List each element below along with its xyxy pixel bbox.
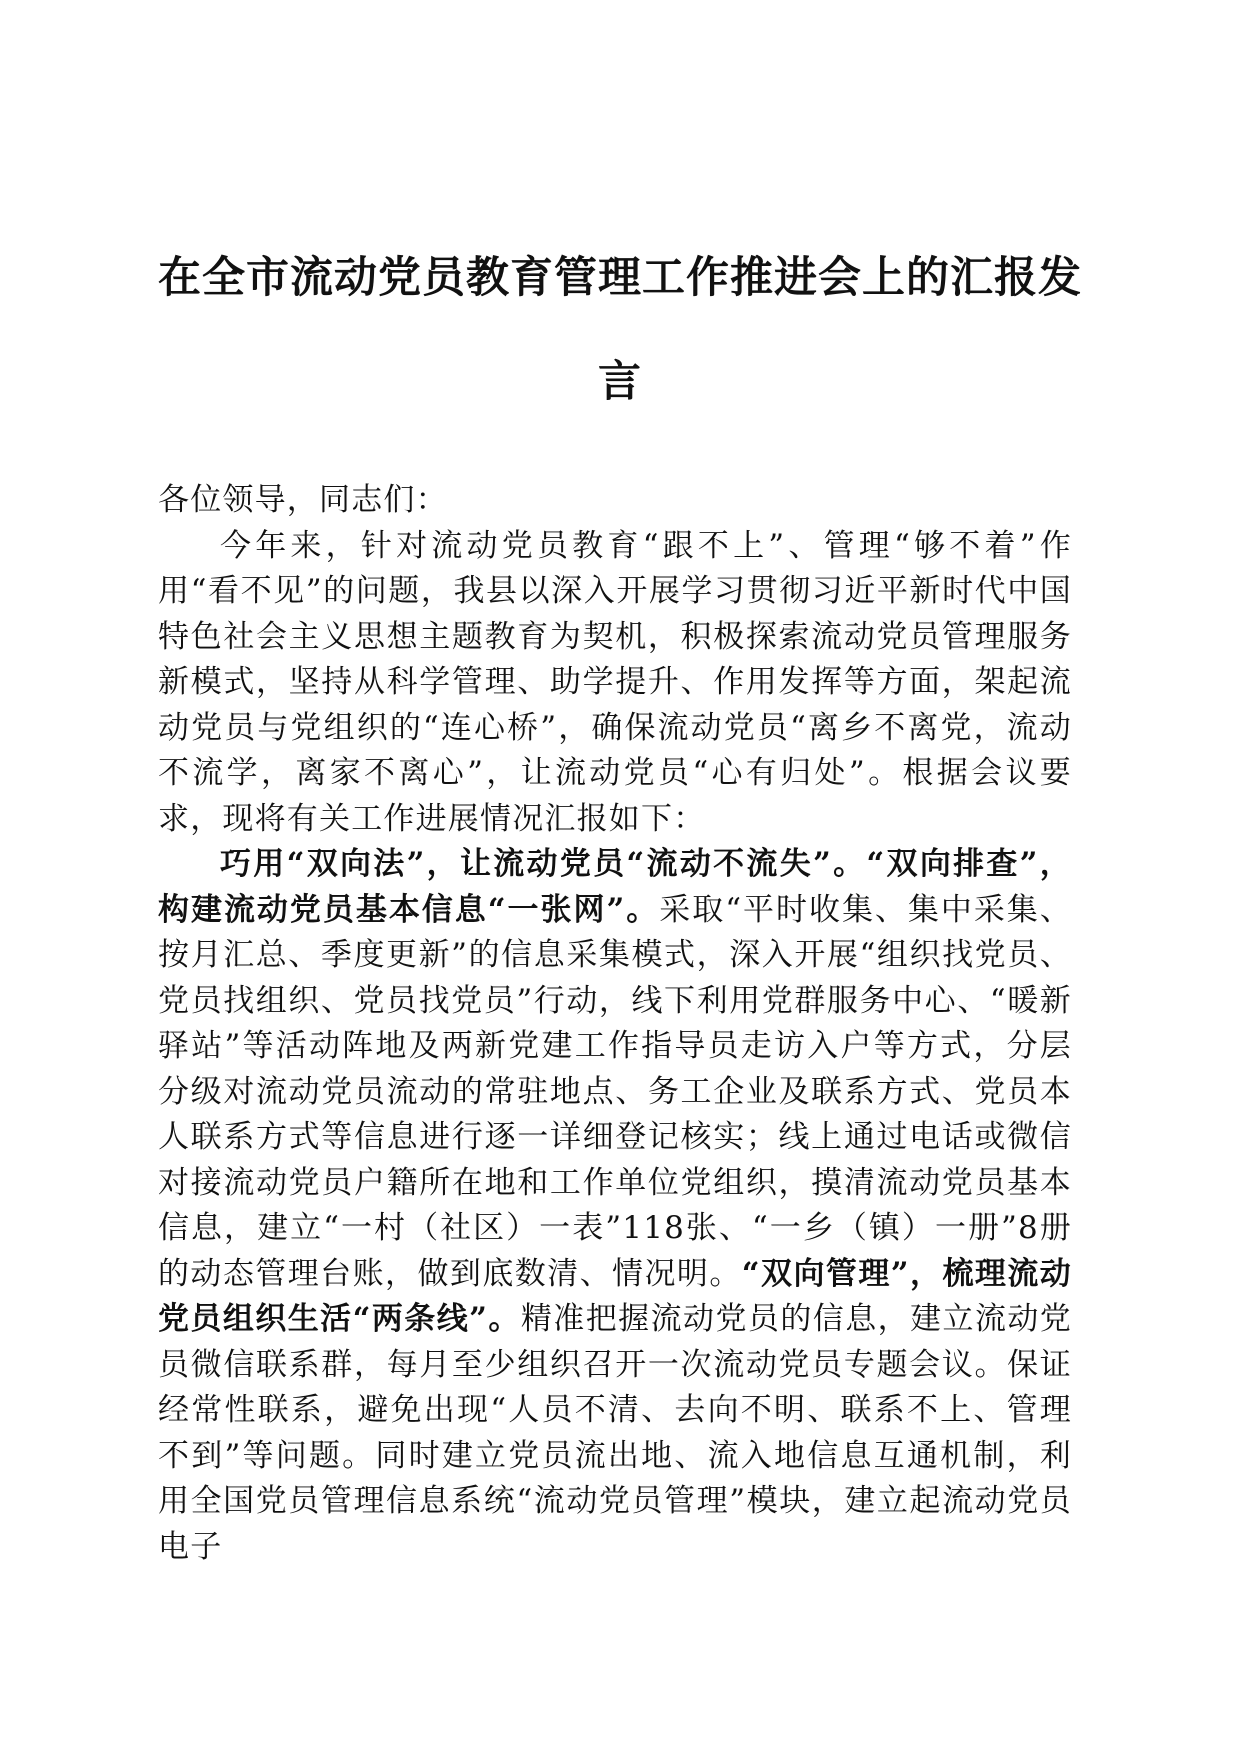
- page-title: 在全市流动党员教育管理工作推进会上的汇报发言: [158, 253, 1082, 407]
- subsection-text-1: 采取“平时收集、集中采集、按月汇总、季度更新”的信息采集模式，深入开展“组织找党员、党员找组织、党员找党员”行动，线下利用党群服务中心、“暖新驿站”等活动阵地及两新党建工作指导员走访入户等方式，分层分级对流动党员流动的常驻地点、务工企业及联系方式、党员本人联系方式等信息进行逐一详细登记核实；线上通过电话或微信对接流动党员户籍所在地和工作单位党组织，摸清流动党员基本信息，建立“一村（社区）一表”118张、“一乡（镇）一册”8册的动态管理台账，做到底数清、情况明。: [158, 891, 1072, 1292]
- subsection-heading-1: “双向排查”，构建流动党员基本信息“一张网”。: [158, 846, 1073, 928]
- subsection-heading-2: “双向管理”，梳理流动党员组织生活“两条线”。: [158, 1255, 1072, 1337]
- subsection-text-2: 精准把握流动党员的信息，建立流动党员微信联系群，每月至少组织召开一次流动党员专题会议。保证经常性联系，避免出现“人员不清、去向不明、联系不上、管理不到”等问题。同时建立党员流出地、流入地信息互通机制，利用全国党员管理信息系统“流动党员管理”模块，建立起流动党员电子: [158, 1301, 1073, 1565]
- document-body: [158, 478, 1072, 1570]
- intro-paragraph: 今年来，针对流动党员教育“跟不上”、管理“够不着”作用“看不见”的问题，我县以深入开展学习贯彻习近平新时代中国特色社会主义思想主题教育为契机，积极探索流动党员管理服务新模式，坚持从科学管理、助学提升、作用发挥等方面，架起流动党员与党组织的“连心桥”，确保流动党员“离乡不离党，流动不流学，离家不离心”，让流动党员“心有归处”。根据会议要求，现将有关工作进展情况汇报如下：: [158, 527, 1072, 837]
- salutation: 各位领导，同志们：: [158, 482, 448, 518]
- section-heading: 巧用“双向法”，让流动党员“流动不流失”。: [220, 846, 867, 882]
- section-paragraph: [158, 842, 1072, 1570]
